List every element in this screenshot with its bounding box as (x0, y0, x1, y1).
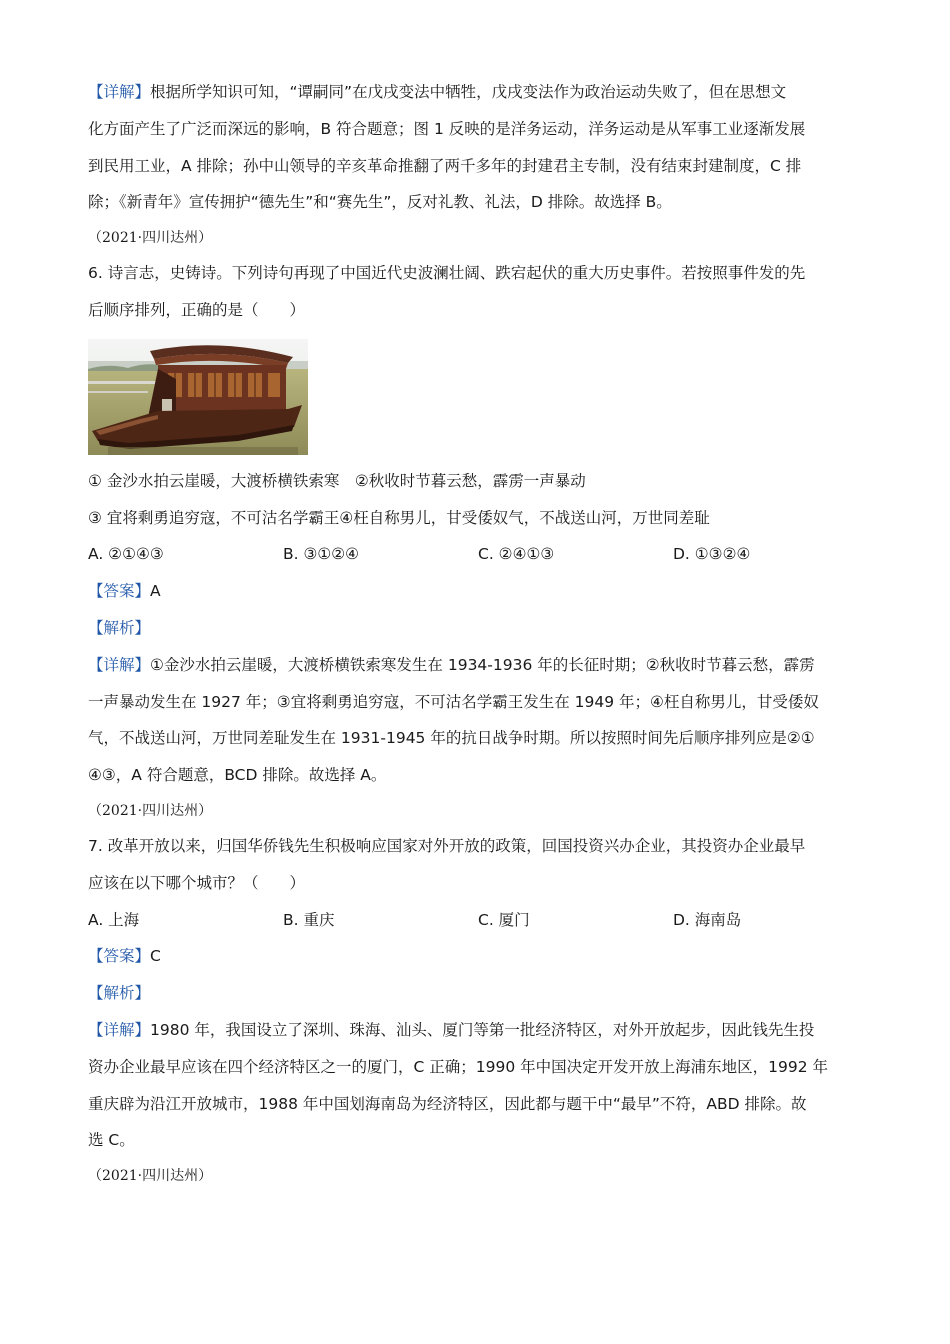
q7-option-c: C. 厦门 (478, 910, 530, 929)
explain-tag: 【详解】 (88, 1020, 151, 1039)
page-content (88, 74, 868, 1193)
q7-explain-line-4: 选 C。 (88, 1131, 135, 1150)
prev-explain-line-3: 到民用工业，A 排除；孙中山领导的辛亥革命推翻了两千多年的封建君主专制，没有结束封建制度，C 排 (88, 156, 802, 175)
q6-option-d: D. ①③②④ (673, 545, 751, 564)
source-label: （2021·四川达州） (88, 1168, 213, 1185)
prev-explain-line-1: 【详解】根据所学知识可知，“谭嗣同”在戊戌变法中牺牲，戊戌变法作为政治运动失败了，但在思想文 (88, 83, 787, 101)
q6-stem-line-2: 后顺序排列，正确的是（ ） (88, 300, 306, 319)
q6-explain-line-3: 气，不战送山河，万世同差耻发生在 1931-1945 年的抗日战争时期。所以按照时间先后顺序排列应是②① (88, 729, 815, 748)
answer-value: C (150, 947, 161, 966)
q7-explain-line-3: 重庆辟为沿江开放城市，1988 年中国划海南岛为经济特区，因此都与题干中“最早”不符，ABD 排除。故 (88, 1094, 807, 1113)
q6-option-c: C. ②④①③ (478, 545, 555, 564)
q7-stem-line-1: 7. 改革开放以来，归国华侨钱先生积极响应国家对外开放的政策，回国投资兴办企业，其投资办企业最早 (88, 836, 806, 855)
q6-explain-line-4: ④③，A 符合题意，BCD 排除。故选择 A。 (88, 766, 387, 785)
q7-explain-line-1: 【详解】1980 年，我国设立了深圳、珠海、汕头、厦门等第一批经济特区，对外开放起步，因此钱先生投 (88, 1020, 815, 1039)
q7-option-d: D. 海南岛 (673, 910, 742, 929)
q7-option-b: B. 重庆 (283, 910, 335, 929)
q7-answer (88, 938, 868, 975)
q7-stem-line-2: 应该在以下哪个城市？（ ） (88, 873, 306, 892)
answer-value: A (150, 582, 161, 601)
explain-tag: 【详解】 (88, 83, 151, 101)
prev-explain-line-2: 化方面产生了广泛而深远的影响，B 符合题意；图 1 反映的是洋务运动，洋务运动是从军事工业逐渐发展 (88, 119, 806, 138)
source-label: （2021·四川达州） (88, 802, 213, 819)
source-label: （2021·四川达州） (88, 230, 213, 247)
explain-tag: 【详解】 (88, 655, 151, 674)
q6-option-a: A. ②①④③ (88, 545, 164, 564)
red-boat-image (88, 339, 308, 455)
q6-poem-line-2: ③ 宜将剩勇追穷寇，不可沽名学霸王④枉自称男儿，甘受倭奴气，不战送山河，万世同差耻 (88, 508, 710, 527)
answer-tag: 【答案】 (88, 582, 151, 601)
q6-explain-line-1: 【详解】①金沙水拍云崖暖，大渡桥横铁索寒发生在 1934-1936 年的长征时期；②秋收时节暮云愁，霹雳 (88, 655, 815, 674)
q6-analysis-tag: 【解析】 (88, 618, 151, 637)
q6-option-b: B. ③①②④ (283, 545, 360, 564)
q6-poem-line-1: ① 金沙水拍云崖暖，大渡桥横铁索寒 ②秋收时节暮云愁，霹雳一声暴动 (88, 471, 586, 490)
q6-stem-line-1: 6. 诗言志，史铸诗。下列诗句再现了中国近代史波澜壮阔、跌宕起伏的重大历史事件。若按照事件发的先 (88, 264, 806, 283)
q7-analysis-tag: 【解析】 (88, 984, 151, 1003)
prev-explain-line-4: 除；《新青年》宣传拥护“德先生”和“赛先生”，反对礼教、礼法，D 排除。故选择 B。 (88, 193, 672, 212)
q7-option-a: A. 上海 (88, 910, 140, 929)
q6-answer (88, 573, 868, 610)
q6-options (88, 536, 868, 573)
q7-options (88, 902, 868, 939)
red-boat-photo (88, 339, 308, 455)
answer-tag: 【答案】 (88, 947, 151, 966)
q6-explain-line-2: 一声暴动发生在 1927 年；③宜将剩勇追穷寇，不可沽名学霸王发生在 1949 年；④枉自称男儿，甘受倭奴 (88, 692, 819, 711)
q7-explain-line-2: 资办企业最早应该在四个经济特区之一的厦门，C 正确；1990 年中国决定开发开放上海浦东地区，1992 年 (88, 1057, 828, 1076)
